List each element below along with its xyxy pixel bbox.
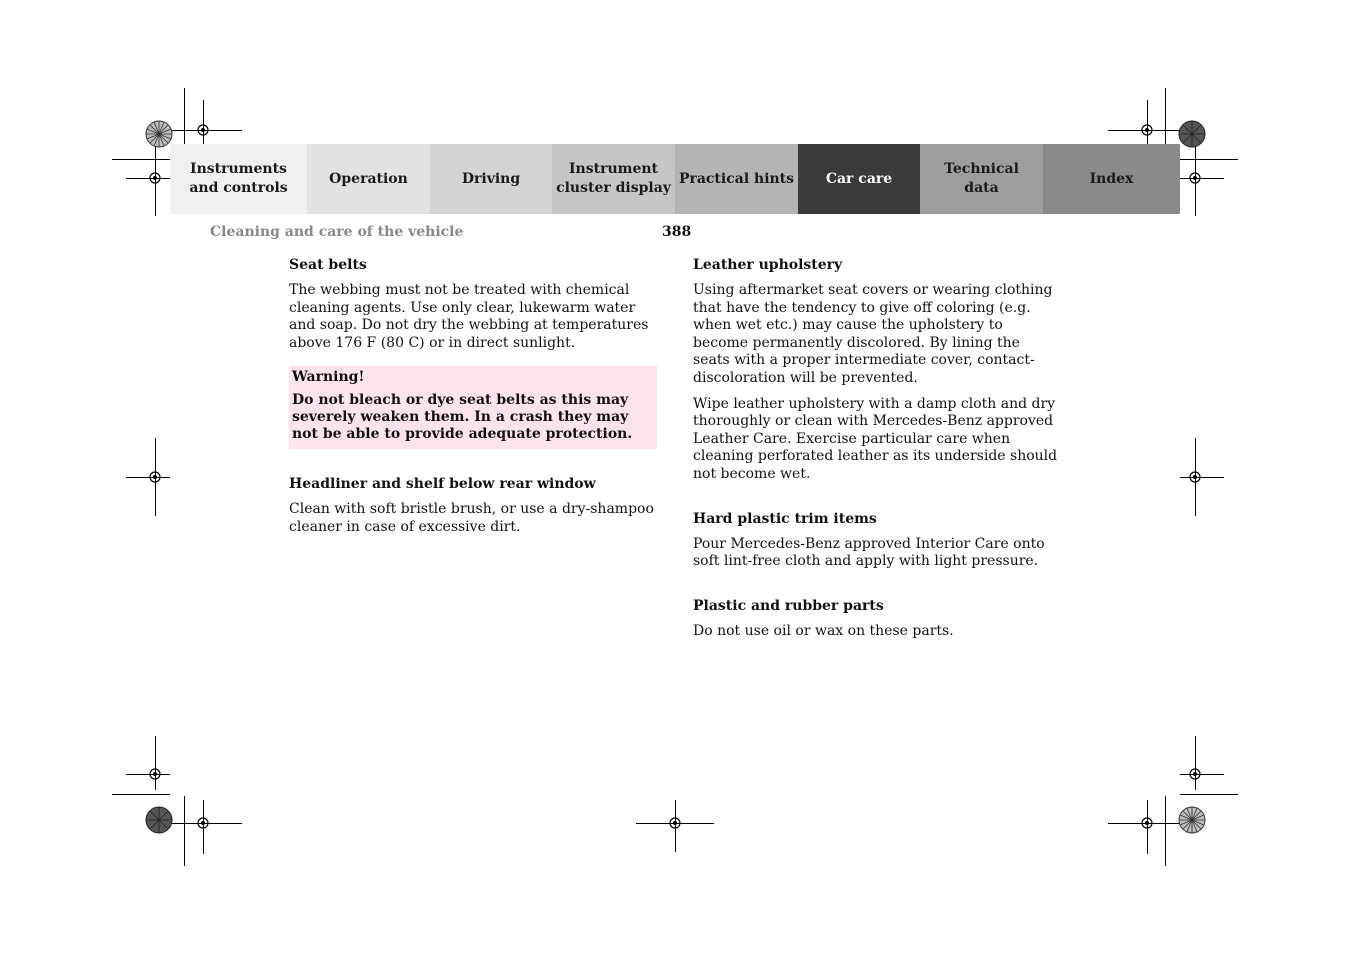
registration-target-icon: [667, 815, 683, 831]
color-bar-disc-icon: [1178, 120, 1206, 148]
crop-line: [112, 159, 170, 160]
tab-instruments-and-controls[interactable]: Instruments and controls: [170, 144, 307, 214]
section-title: Cleaning and care of the vehicle: [210, 224, 464, 240]
seat-belts-heading: Seat belts: [289, 257, 367, 273]
registration-target-icon: [1187, 766, 1203, 782]
warning-title: Warning!: [292, 369, 365, 386]
crop-line: [1180, 159, 1238, 160]
registration-target-icon: [195, 815, 211, 831]
warning-text: Do not bleach or dye seat belts as this may severely weaken them. In a crash they may not be able to provide adequate protection.: [292, 392, 633, 443]
chapter-tab-bar: [170, 144, 1180, 214]
warning-box: [289, 366, 657, 449]
crop-line: [112, 794, 170, 795]
tab-driving[interactable]: Driving: [430, 144, 552, 214]
leather-text-2: Wipe leather upholstery with a damp cloth and dry thoroughly or clean with Mercedes-Benz approved Leather Care. Exercise particular care when cleaning perforated leather as its underside should not become wet.: [693, 395, 1058, 482]
crop-line: [184, 796, 185, 866]
registration-target-icon: [1139, 815, 1155, 831]
page-number: 388: [662, 224, 692, 240]
plastic-rubber-text: Do not use oil or wax on these parts.: [693, 622, 954, 639]
tab-car-care[interactable]: Car care: [798, 144, 920, 214]
registration-target-icon: [147, 170, 163, 186]
color-bar-disc-icon: [145, 806, 173, 834]
leather-heading: Leather upholstery: [693, 257, 843, 273]
tab-index[interactable]: Index: [1043, 144, 1180, 214]
color-bar-disc-icon: [145, 120, 173, 148]
color-bar-disc-icon: [1178, 806, 1206, 834]
right-column: [693, 256, 1058, 648]
registration-target-icon: [195, 122, 211, 138]
tab-practical-hints[interactable]: Practical hints: [675, 144, 798, 214]
crop-line: [1180, 794, 1238, 795]
left-column: [289, 256, 657, 545]
registration-target-icon: [1187, 469, 1203, 485]
leather-text-1: Using aftermarket seat covers or wearing clothing that have the tendency to give off coloring (e.g. when wet etc.) may cause the upholstery to become permanently discolored. By lining the seats with a proper intermediate cover, contact-discoloration will be prevented.: [693, 282, 1053, 386]
tab-operation[interactable]: Operation: [307, 144, 430, 214]
seat-belts-text: The webbing must not be treated with chemical cleaning agents. Use only clear, lukewarm water and soap. Do not dry the webbing at temperatures above 176 F (80 C) or in direct sunlight.: [289, 282, 649, 351]
crop-line: [1165, 796, 1166, 866]
registration-target-icon: [147, 469, 163, 485]
headliner-heading: Headliner and shelf below rear window: [289, 476, 596, 493]
registration-target-icon: [147, 766, 163, 782]
registration-target-icon: [1187, 170, 1203, 186]
tab-technical-data[interactable]: Technical data: [920, 144, 1043, 214]
hard-plastic-heading: Hard plastic trim items: [693, 510, 877, 527]
tab-instrument-cluster-display[interactable]: Instrument cluster display: [552, 144, 675, 214]
plastic-rubber-heading: Plastic and rubber parts: [693, 597, 884, 614]
hard-plastic-text: Pour Mercedes-Benz approved Interior Care onto soft lint-free cloth and apply with light pressure.: [693, 535, 1045, 570]
headliner-text: Clean with soft bristle brush, or use a dry-shampoo cleaner in case of excessive dirt.: [289, 501, 654, 535]
registration-target-icon: [1139, 122, 1155, 138]
